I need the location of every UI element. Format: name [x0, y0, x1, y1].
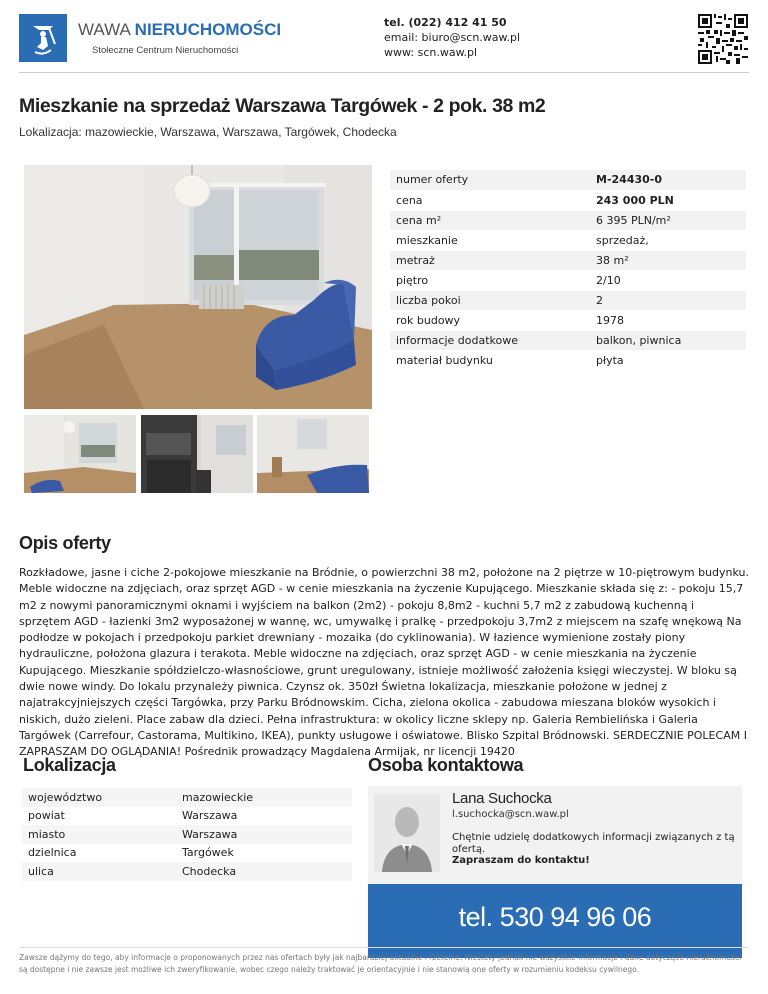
header-divider: [19, 72, 749, 73]
page-title: Mieszkanie na sprzedaż Warszawa Targówek - 2 pok. 38 m2: [19, 95, 546, 117]
agent-message-bold: Zapraszam do kontaktu!: [452, 855, 590, 866]
location-key: województwo: [22, 788, 182, 807]
param-row: [390, 210, 746, 230]
brand-subtitle: Stołeczne Centrum Nieruchomości: [92, 45, 239, 56]
agent-message: Chętnie udzielę dodatkowych informacji związanych z tą ofertą. Zapraszam do kontaktu!: [452, 832, 737, 867]
location-row: [22, 807, 352, 826]
agent-name: Lana Suchocka: [452, 790, 552, 807]
param-key: piętro: [390, 270, 590, 290]
param-key: mieszkanie: [390, 230, 590, 250]
location-table: [22, 788, 352, 881]
location-value: Chodecka: [182, 862, 352, 881]
param-value: M-24430-0: [590, 170, 746, 190]
param-key: metraż: [390, 250, 590, 270]
param-value: 6 395 PLN/m²: [590, 210, 746, 230]
description-text: Rozkładowe, jasne i ciche 2-pokojowe mieszkanie na Bródnie, o powierzchni 38 m2, położone na 2 piętrze w 10-piętrowym budynku. Meble widoczne na zdjęciach, oraz sprzęt AGD - w cenie mieszkania na życzenie Kupującego. Mieszkanie składa się z: - pokoju 15,7 m2 z nowymi panoramicznymi oknami i wyjściem na balkon (2m2) - pokoju 8,8m2 - kuchni 5,7 m2 z zabudową kuchenną i sprzętem AGD - łazienki 3m2 wyposażonej w wannę, wc, umywalkę i pralkę - przedpokoju 3,7m2 z miejscem na szafę wnękową Na podłodze w pokojach i przedpokoju parkiet drewniany - mozaika (do cyklinowania). W łazience wymienione zostały piony hydrauliczne, położona glazura i terakota. Meble widoczne na zdjęciach, oraz sprzęt AGD - w cenie mieszkania na życzenie Kupującego. Mieszkanie spółdzielczo-własnościowe, grunt uregulowany, istnieje możliwość założenia księgi wieczystej. W bloku są dwie nowe windy. Do lokalu przynależy piwnica. Czynsz ok. 350zł Świetna lokalizacja, mieszkanie położone w jednej z najatrakcyjniejszych części Targówka, przy Parku Bródnowskim. Cicha, zielona okolica - zabudowa mieszana bloków wysokich i niskich, dużo zieleni. Place zabaw dla dzieci. Pełna infrastruktura: w okolicy liczne sklepy np. Galeria Rembielińska i Galeria Targówek (Carrefour, Castorama, Multikino, IKEA), punkty usługowe i oświatowe. Blisko Szpital Bródnowski. SERDECZNIE POLECAM I ZAPRASZAM DO OGLĄDANIA! Pośrednik prowadzący Magdalena Armijak, nr licencji 19420: [19, 566, 750, 759]
param-key: numer oferty: [390, 170, 590, 190]
company-logo: [19, 14, 67, 62]
qr-code-icon: [698, 14, 748, 64]
location-heading: Lokalizacja: [23, 755, 116, 775]
param-key: liczba pokoi: [390, 290, 590, 310]
location-row: [22, 844, 352, 863]
location-value: Warszawa: [182, 825, 352, 844]
location-key: powiat: [28, 809, 65, 823]
location-row: [22, 788, 352, 807]
header-phone[interactable]: tel. (022) 412 41 50: [384, 16, 507, 29]
param-row: [390, 270, 746, 290]
param-row: [390, 190, 746, 210]
param-row: [390, 230, 746, 250]
brand-name: WAWA NIERUCHOMOŚCI: [78, 20, 282, 39]
param-row: [390, 330, 746, 350]
location-line: Lokalizacja: mazowieckie, Warszawa, Warszawa, Targówek, Chodecka: [19, 125, 397, 139]
param-value: płyta: [590, 350, 746, 370]
param-key: rok budowy: [390, 310, 590, 330]
location-row: [22, 825, 352, 844]
param-key: cena: [390, 190, 590, 210]
footer-disclaimer: Zawsze dążymy do tego, aby informacje o proponowanych przez nas ofertach były jak najbardziej aktualne i rzetelne. Niestety jednak nie wszystkie informacje i dane dotyczące nieruchomości są dostępne i nie zawsze jest możliwe ich zweryfikowanie, wobec czego należy traktować je orientacyjnie i nie stanowią one oferty w rozumieniu kodeksu cywilnego.: [19, 953, 742, 974]
contact-person-heading: Osoba kontaktowa: [368, 755, 524, 775]
param-key: informacje dodatkowe: [390, 330, 590, 350]
param-value: 2: [590, 290, 746, 310]
agent-email[interactable]: l.suchocka@scn.waw.pl: [452, 809, 569, 820]
param-row: [390, 350, 746, 370]
location-key: miasto: [22, 825, 182, 844]
thumbnail-3[interactable]: [257, 415, 369, 493]
footer-divider: [19, 947, 749, 948]
param-value: 243 000 PLN: [590, 190, 746, 210]
header-email[interactable]: email: biuro@scn.waw.pl: [384, 31, 521, 44]
location-value: mazowieckie: [182, 788, 352, 807]
thumbnail-2[interactable]: [141, 415, 253, 493]
main-photo[interactable]: [24, 165, 372, 409]
param-row: [390, 250, 746, 270]
location-key: ulica: [22, 862, 182, 881]
mermaid-icon: [19, 14, 67, 62]
thumbnail-1[interactable]: [24, 415, 136, 493]
offer-params-table: [390, 170, 746, 371]
param-row: [390, 290, 746, 310]
param-key: materiał budynku: [390, 350, 590, 370]
avatar: [374, 794, 440, 872]
param-value: 2/10: [590, 270, 746, 290]
param-row: [390, 170, 746, 190]
param-key: cena m²: [390, 210, 590, 230]
param-value: 1978: [590, 310, 746, 330]
param-value: balkon, piwnica: [590, 330, 746, 350]
location-key: dzielnica: [28, 846, 77, 860]
header-www[interactable]: www: scn.waw.pl: [384, 46, 478, 59]
agent-phone[interactable]: tel. 530 94 96 06: [458, 902, 652, 932]
location-value: Targówek: [182, 846, 234, 860]
location-row: [22, 862, 352, 881]
param-value: sprzedaż,: [590, 230, 746, 250]
header-contact: [384, 15, 520, 60]
param-row: [390, 310, 746, 330]
param-value: 38 m²: [590, 250, 746, 270]
description-heading: Opis oferty: [19, 533, 111, 553]
location-value: Warszawa: [182, 809, 238, 823]
